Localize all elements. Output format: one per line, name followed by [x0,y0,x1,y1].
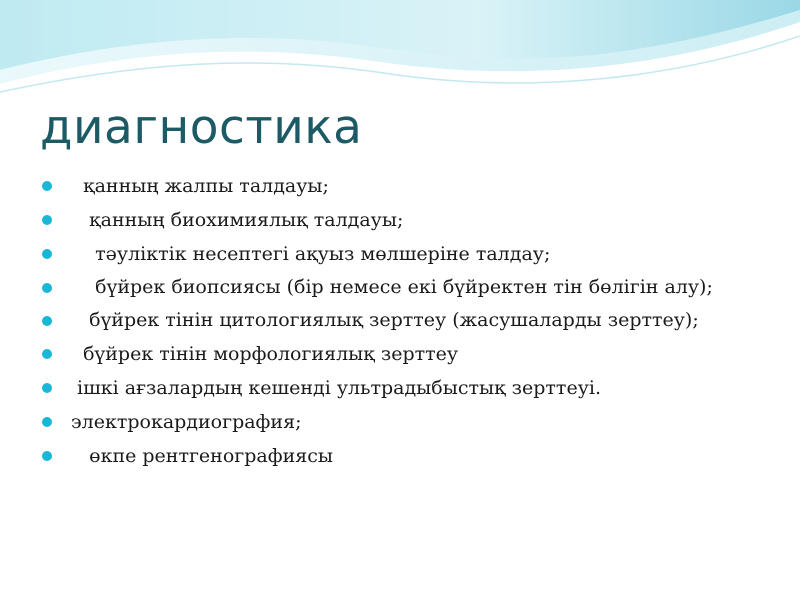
list-item-text: бүйрек биопсиясы (бір немесе екі бүйректен тін бөлігін алу); [71,276,713,298]
list-item [42,205,742,235]
bullet-icon [42,383,52,393]
list-item-text: электрокардиография; [71,411,302,433]
list-item [42,407,742,437]
bullet-list [42,171,742,475]
list-item [42,339,742,369]
bullet-icon [42,349,52,359]
bullet-icon [42,181,52,191]
slide-title: диагностика [40,100,363,155]
bullet-icon [42,316,52,326]
list-item-text: қанның жалпы талдауы; [71,175,329,197]
list-item [42,306,742,335]
list-item-text: ішкі ағзалардың кешенді ультрадыбыстық зерттеуі. [71,377,601,399]
header-wave-decoration [0,0,800,110]
bullet-icon [42,417,52,427]
list-item-text: өкпе рентгенографиясы [71,445,333,467]
list-item-text: тәуліктік несептегі ақуыз мөлшеріне талдау; [71,243,551,265]
list-item [42,373,742,403]
list-item [42,239,742,269]
bullet-icon [42,249,52,259]
bullet-icon [42,283,52,293]
list-item-text: қанның биохимиялық талдауы; [71,209,404,231]
list-item [42,273,742,302]
bullet-icon [42,215,52,225]
list-item-text: бүйрек тінін морфологиялық зерттеу [71,343,459,365]
list-item [42,441,742,471]
list-item [42,171,742,201]
list-item-text: бүйрек тінін цитологиялық зерттеу (жасушаларды зерттеу); [71,309,699,331]
bullet-icon [42,451,52,461]
